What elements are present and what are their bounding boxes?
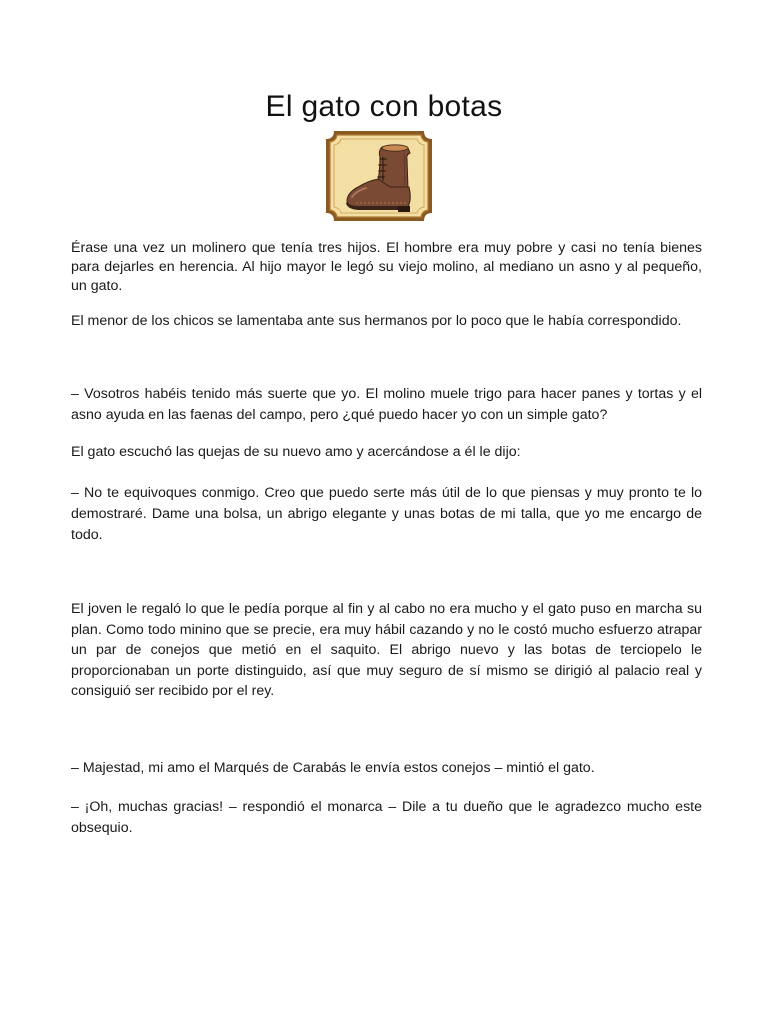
page-title: El gato con botas <box>265 90 503 123</box>
paragraph-1: Érase una vez un molinero que tenía tres hijos. El hombre era muy pobre y casi no tenía bienes para dejarles en herencia. Al hijo mayor le legó su viejo molino, al mediano un asno y al pequeño, un gato. <box>71 240 702 294</box>
paragraph-7: – Majestad, mi amo el Marqués de Carabás le envía estos conejos – mintió el gato. <box>71 760 595 776</box>
paragraph-6: El joven le regaló lo que le pedía porque al fin y al cabo no era mucho y el gato puso en marcha su plan. Como todo minino que se precie, era muy hábil cazando y no le costó mucho esfuerzo atrapar un par de conejos que metió en el saquito. El abrigo nuevo y las botas de terciopelo le proporcionaban un porte distinguido, así que muy seguro de sí mismo se dirigió al palacio real y consiguió ser recibido por el rey. <box>71 601 702 699</box>
paragraph-5: – No te equivoques conmigo. Creo que puedo serte más útil de lo que piensas y muy pronto te lo demostraré. Dame una bolsa, un abrigo elegante y unas botas de mi talla, que yo me encargo de todo. <box>71 485 702 543</box>
paragraph-2: El menor de los chicos se lamentaba ante sus hermanos por lo poco que le había correspondido. <box>71 313 682 329</box>
paragraph-4: El gato escuchó las quejas de su nuevo amo y acercándose a él le dijo: <box>71 444 521 460</box>
paragraph-8: – ¡Oh, muchas gracias! – respondió el monarca – Dile a tu dueño que le agradezco mucho este obsequio. <box>71 799 702 836</box>
boot-emblem-icon <box>320 127 438 225</box>
paragraph-3: – Vosotros habéis tenido más suerte que yo. El molino muele trigo para hacer panes y tortas y el asno ayuda en las faenas del campo, pero ¿qué puedo hacer yo con un simple gato? <box>71 386 702 423</box>
